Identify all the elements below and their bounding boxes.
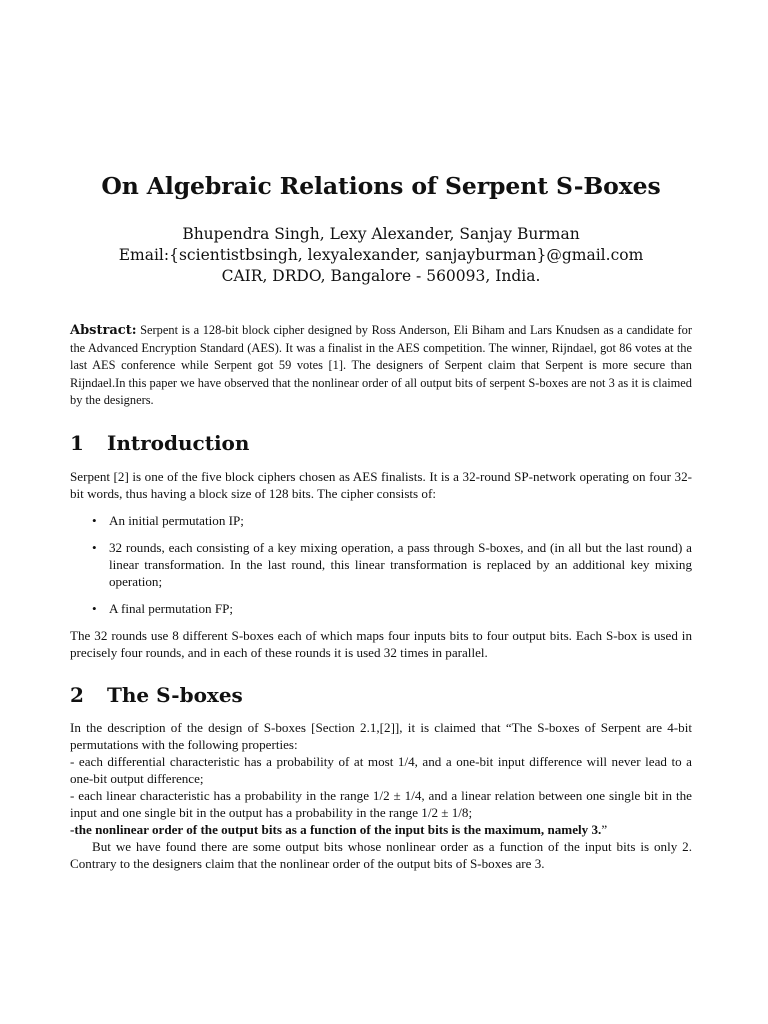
bullet-icon: •	[92, 513, 97, 528]
section-number: 2	[70, 683, 84, 707]
cipher-components-list	[70, 512, 692, 617]
section-number: 1	[70, 431, 84, 455]
list-item-text: An initial permutation IP;	[109, 513, 244, 528]
author-affiliation: CAIR, DRDO, Bangalore - 560093, India.	[221, 267, 541, 285]
list-item	[70, 539, 692, 590]
intro-paragraph: Serpent [2] is one of the five block ciphers chosen as AES finalists. It is a 32-round SP-network operating on four 32-bit words, thus having a block size of 128 bits. The cipher consists of:	[70, 469, 692, 501]
section-heading-sboxes	[70, 683, 243, 707]
rounds-paragraph: The 32 rounds use 8 different S-boxes each of which maps four inputs bits to four output bits. Each S-box is used in precisely four rounds, and in each of these rounds it is used 32 times in parallel.	[70, 628, 692, 660]
abstract-text: Serpent is a 128-bit block cipher designed by Ross Anderson, Eli Biham and Lars Knudsen as a candidate for the Advanced Encryption Standard (AES). It was a finalist in the AES competition. The winner, Rijndael, got 86 votes at the last AES conference while Serpent got 59 votes [1]. The designers of Serpent claim that Serpent is more secure than Rijndael.In this paper we have observed that the nonlinear order of all output bits of serpent S-boxes are not 3 as it is claimed by the designers.	[70, 323, 692, 408]
author-names: Bhupendra Singh, Lexy Alexander, Sanjay Burman	[182, 225, 580, 243]
section-title: Introduction	[107, 431, 250, 455]
section-title: The S-boxes	[107, 683, 243, 707]
section-heading-introduction	[70, 431, 249, 455]
sbox-property-differential: - each differential characteristic has a probability of at most 1/4, and a one-bit input difference will never lead to a one-bit output difference;	[70, 754, 692, 786]
sbox-paragraph	[70, 719, 692, 872]
list-item	[70, 512, 692, 529]
paper-title: On Algebraic Relations of Serpent S-Boxes	[101, 172, 661, 200]
abstract	[70, 322, 692, 410]
list-item-text: A final permutation FP;	[109, 601, 234, 616]
sbox-claim-intro: In the description of the design of S-boxes [Section 2.1,[2]], it is claimed that “The S-boxes of Serpent are 4-bit permutations with the following properties:	[70, 720, 692, 752]
closing-quote: ”	[601, 822, 608, 837]
author-email: Email:{scientistbsingh, lexyalexander, sanjayburman}@gmail.com	[118, 246, 644, 264]
sbox-property-nonlinear	[70, 821, 692, 838]
list-item-text: 32 rounds, each consisting of a key mixing operation, a pass through S-boxes, and (in all but the last round) a linear transformation. In the last round, this linear transformation is replaced by an additional key mixing operation;	[109, 540, 692, 589]
bullet-icon: •	[92, 601, 97, 616]
abstract-label: Abstract:	[70, 323, 137, 338]
author-block	[70, 224, 692, 287]
sbox-property-nonlinear-text: -the nonlinear order of the output bits as a function of the input bits is the maximum, namely 3.	[70, 822, 602, 837]
bullet-icon: •	[92, 540, 97, 555]
list-item	[70, 600, 692, 617]
sbox-finding: But we have found there are some output bits whose nonlinear order as a function of the input bits is only 2. Contrary to the designers claim that the nonlinear order of the output bits of S-boxes are 3.	[70, 839, 692, 871]
sbox-property-linear: - each linear characteristic has a probability in the range 1/2 ± 1/4, and a linear relation between one single bit in the input and one single bit in the output has a probability in the range 1/2 ± 1/8;	[70, 788, 692, 820]
